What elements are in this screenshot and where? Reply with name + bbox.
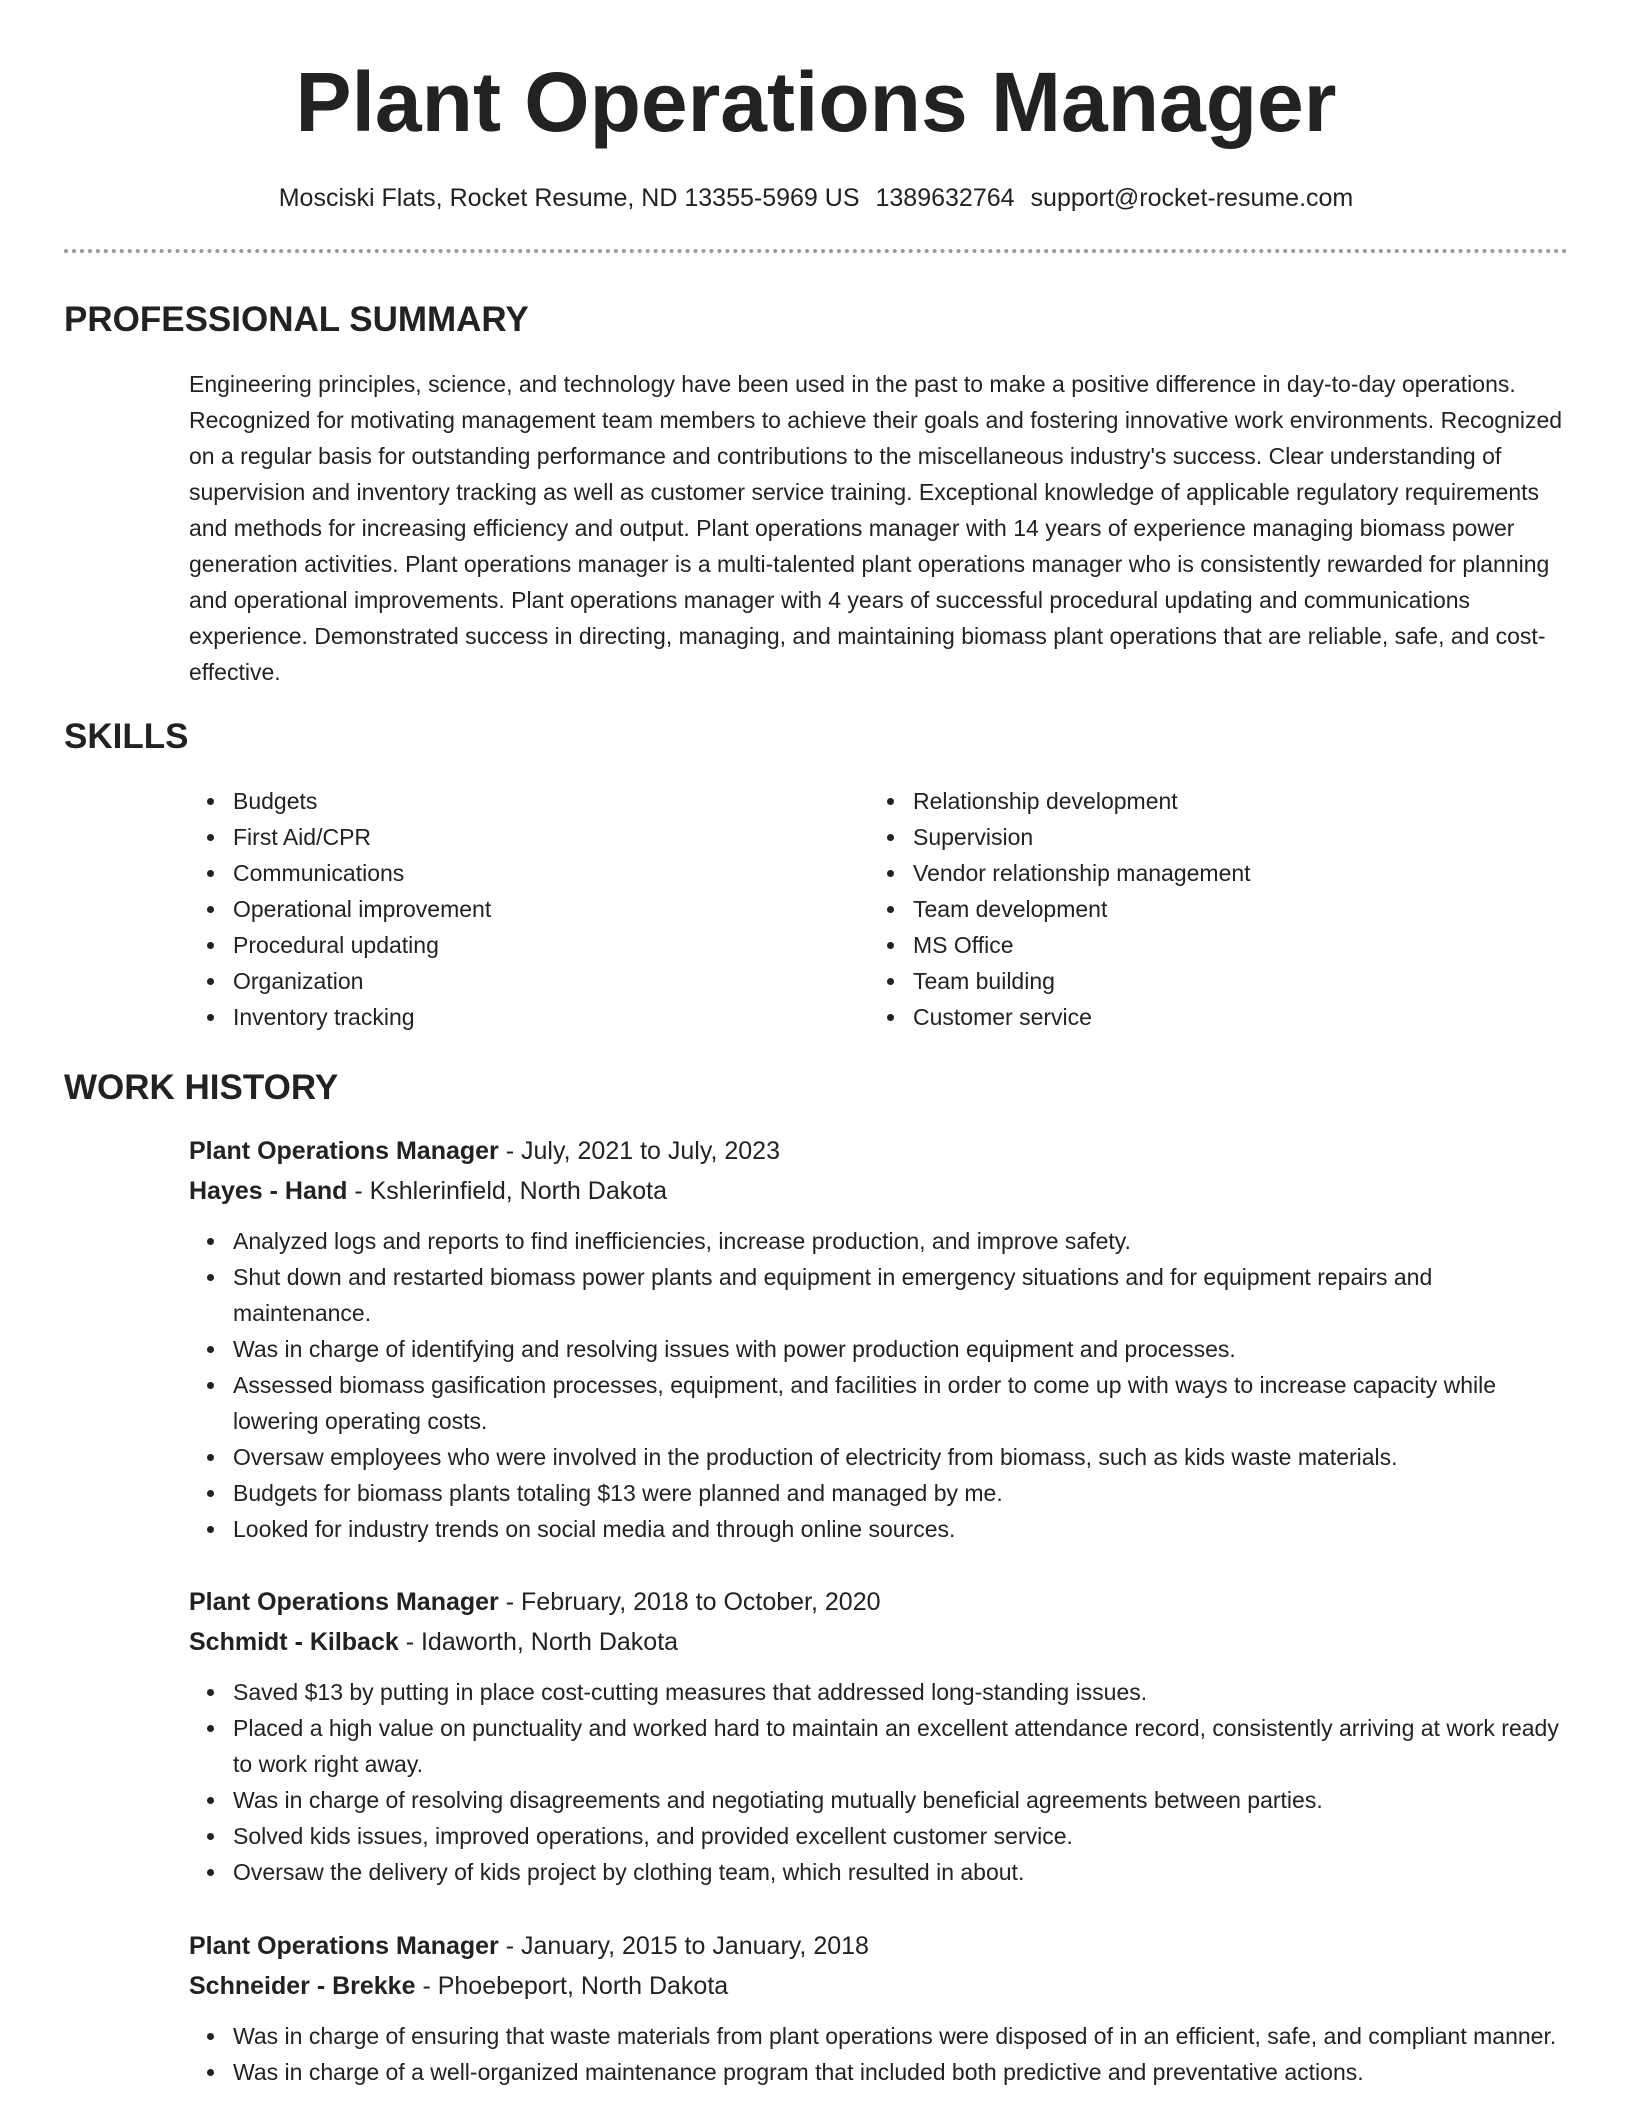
skill-item: Communications	[233, 855, 869, 891]
job-company: Schneider - Brekke	[189, 1972, 416, 2000]
skill-item: MS Office	[913, 927, 1549, 963]
job-dates: - July, 2021 to July, 2023	[498, 1137, 780, 1165]
contact-address: Mosciski Flats, Rocket Resume, ND 13355-5969 US	[278, 184, 860, 212]
job-entry	[189, 1926, 1569, 2090]
job-bullet: Was in charge of a well-organized maintenance program that included both predictive and preventative actions.	[233, 2054, 1569, 2090]
job-bullets	[189, 2018, 1569, 2090]
candidate-name: Plant Operations Manager	[295, 55, 1337, 149]
job-title-line	[189, 1131, 1569, 1171]
job-company-line	[189, 1171, 1569, 1211]
job-bullet: Was in charge of ensuring that waste materials from plant operations were disposed of in an efficient, safe, and compliant manner.	[233, 2018, 1569, 2054]
job-bullet: Shut down and restarted biomass power plants and equipment in emergency situations and for equipment repairs and maintenance.	[233, 1259, 1569, 1331]
skills-list	[189, 783, 1569, 1035]
job-title-line	[189, 1582, 1569, 1622]
contact-phone: 1389632764	[875, 184, 1015, 212]
job-role: Plant Operations Manager	[189, 1137, 499, 1165]
work-history-heading: WORK HISTORY	[64, 1068, 339, 1107]
skill-item: First Aid/CPR	[233, 819, 869, 855]
skill-item: Procedural updating	[233, 927, 869, 963]
job-bullet: Solved kids issues, improved operations, and provided excellent customer service.	[233, 1818, 1569, 1854]
job-title-line	[189, 1926, 1569, 1966]
job-bullet: Budgets for biomass plants totaling $13 were planned and managed by me.	[233, 1475, 1569, 1511]
job-bullets	[189, 1223, 1569, 1547]
summary-text: Engineering principles, science, and technology have been used in the past to make a positive difference in day-to-day operations. Recognized for motivating management team members to achieve their goals and fostering innovative work environments. Recognized on a regular basis for outstanding performance and contributions to the miscellaneous industry's success. Clear understanding of supervision and inventory tracking as well as customer service training. Exceptional knowledge of applicable regulatory requirements and methods for increasing efficiency and output. Plant operations manager with 14 years of experience managing biomass power generation activities. Plant operations manager is a multi-talented plant operations manager who is consistently rewarded for planning and operational improvements. Plant operations manager with 4 years of successful procedural updating and communications experience. Demonstrated success in directing, managing, and maintaining biomass plant operations that are reliable, safe, and cost-effective.	[189, 371, 1563, 685]
job-bullet: Oversaw employees who were involved in the production of electricity from biomass, such as kids waste materials.	[233, 1439, 1569, 1475]
contact-line	[0, 181, 1632, 215]
job-company: Schmidt - Kilback	[189, 1628, 399, 1656]
job-bullet: Saved $13 by putting in place cost-cutting measures that addressed long-standing issues.	[233, 1674, 1569, 1710]
skill-item: Organization	[233, 963, 869, 999]
skills-column-left	[189, 783, 869, 1035]
skills-column-right	[869, 783, 1549, 1035]
job-entry	[189, 1131, 1569, 1547]
contact-email: support@rocket-resume.com	[1030, 184, 1354, 212]
header-divider	[64, 249, 1568, 253]
job-location: - Idaworth, North Dakota	[398, 1628, 679, 1656]
job-location: - Phoebeport, North Dakota	[415, 1972, 729, 2000]
job-role: Plant Operations Manager	[189, 1588, 499, 1616]
job-company: Hayes - Hand	[189, 1177, 348, 1205]
job-company-line	[189, 1966, 1569, 2006]
job-dates: - February, 2018 to October, 2020	[498, 1588, 881, 1616]
job-bullet: Assessed biomass gasification processes, equipment, and facilities in order to come up with ways to increase capacity while lowering operating costs.	[233, 1367, 1569, 1439]
job-location: - Kshlerinfield, North Dakota	[347, 1177, 667, 1205]
skill-item: Budgets	[233, 783, 869, 819]
summary-heading: PROFESSIONAL SUMMARY	[64, 300, 529, 339]
skill-item: Team development	[913, 891, 1549, 927]
skill-item: Customer service	[913, 999, 1549, 1035]
job-bullet: Was in charge of identifying and resolving issues with power production equipment and processes.	[233, 1331, 1569, 1367]
skill-item: Relationship development	[913, 783, 1549, 819]
job-dates: - January, 2015 to January, 2018	[498, 1932, 869, 1960]
skill-item: Inventory tracking	[233, 999, 869, 1035]
job-bullets	[189, 1674, 1569, 1890]
job-role: Plant Operations Manager	[189, 1932, 499, 1960]
job-entry	[189, 1582, 1569, 1890]
skill-item: Team building	[913, 963, 1549, 999]
job-bullet: Analyzed logs and reports to find inefficiencies, increase production, and improve safety.	[233, 1223, 1569, 1259]
skill-item: Vendor relationship management	[913, 855, 1549, 891]
job-bullet: Oversaw the delivery of kids project by clothing team, which resulted in about.	[233, 1854, 1569, 1890]
job-bullet: Was in charge of resolving disagreements and negotiating mutually beneficial agreements between parties.	[233, 1782, 1569, 1818]
job-bullet: Looked for industry trends on social media and through online sources.	[233, 1511, 1569, 1547]
job-company-line	[189, 1622, 1569, 1662]
skill-item: Supervision	[913, 819, 1549, 855]
skill-item: Operational improvement	[233, 891, 869, 927]
skills-heading: SKILLS	[64, 717, 189, 756]
job-bullet: Placed a high value on punctuality and worked hard to maintain an excellent attendance record, consistently arriving at work ready to work right away.	[233, 1710, 1569, 1782]
